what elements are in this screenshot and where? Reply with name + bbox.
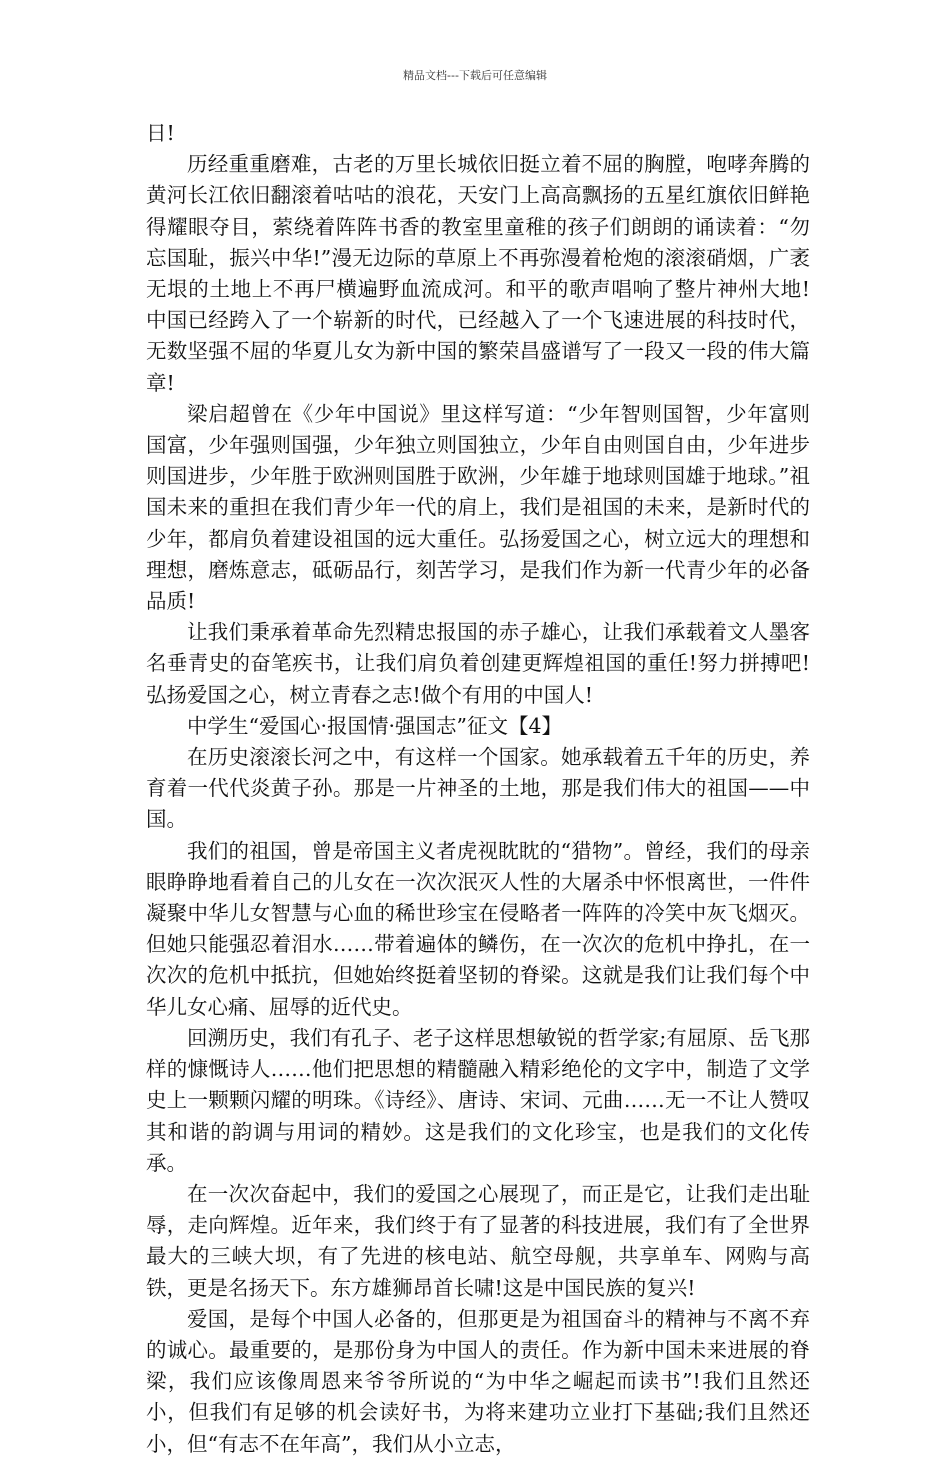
paragraph: 让我们秉承着革命先烈精忠报国的赤子雄心，让我们承载着文人墨客名垂青史的奋笔疾书，让我们肩负着创建更辉煌祖国的重任!努力拼搏吧!弘扬爱国之心，树立青春之志!做个有用的中国人! (146, 620, 810, 707)
document-body (146, 118, 810, 1460)
paragraph: 历经重重磨难，古老的万里长城依旧挺立着不屈的胸膛，咆哮奔腾的黄河长江依旧翻滚着咕咕的浪花，天安门上高高飘扬的五星红旗依旧鲜艳得耀眼夺目，萦绕着阵阵书香的教室里童稚的孩子们朗朗的诵读着：“勿忘国耻，振兴中华!”漫无边际的草原上不再弥漫着枪炮的滚滚硝烟，广袤无垠的土地上不再尸横遍野血流成河。和平的歌声唱响了整片神州大地!中国已经跨入了一个崭新的时代，已经越入了一个飞速进展的科技时代，无数坚强不屈的华夏儿女为新中国的繁荣昌盛谱写了一段又一段的伟大篇章! (146, 152, 810, 395)
section-heading: 中学生“爱国心·报国情·强国志”征文【4】 (187, 713, 563, 738)
paragraph: 回溯历史，我们有孔子、老子这样思想敏锐的哲学家;有屈原、岳飞那样的慷慨诗人……他们把思想的精髓融入精彩绝伦的文字中，制造了文学史上一颗颗闪耀的明珠。《诗经》、唐诗、宋词、元曲……无一不让人赞叹其和谐的韵调与用词的精妙。这是我们的文化珍宝，也是我们的文化传承。 (146, 1025, 810, 1175)
paragraph-continuation: 日! (146, 121, 175, 145)
paragraph: 在一次次奋起中，我们的爱国之心展现了，而正是它，让我们走出耻辱，走向辉煌。近年来，我们终于有了显著的科技进展，我们有了全世界最大的三峡大坝，有了先进的核电站、航空母舰，共享单车、网购与高铁，更是名扬天下。东方雄狮昂首长啸!这是中国民族的复兴! (146, 1181, 810, 1300)
paragraph: 我们的祖国，曾是帝国主义者虎视眈眈的“猎物”。曾经，我们的母亲眼睁睁地看着自己的儿女在一次次泯灭人性的大屠杀中怀恨离世，一件件凝聚中华儿女智慧与心血的稀世珍宝在侵略者一阵阵的冷笑中灰飞烟灭。但她只能强忍着泪水……带着遍体的鳞伤，在一次次的危机中挣扎，在一次次的危机中抵抗，但她始终挺着坚韧的脊梁。这就是我们让我们每个中华儿女心痛、屈辱的近代史。 (146, 838, 810, 1019)
paragraph: 在历史滚滚长河之中，有这样一个国家。她承载着五千年的历史，养育着一代代炎黄子孙。那是一片神圣的土地，那是我们伟大的祖国——中国。 (146, 745, 810, 832)
paragraph: 爱国，是每个中国人必备的，但那更是为祖国奋斗的精神与不离不弃的诚心。最重要的，是那份身为中国人的责任。作为新中国未来进展的脊梁，我们应该像周恩来爷爷所说的“为中华之崛起而读书”!我们且然还小，但我们有足够的机会读好书，为将来建功立业打下基础;我们且然还小，但“有志不在年高”，我们从小立志， (146, 1306, 810, 1456)
page-header: 精品文档---下载后可任意编辑 (403, 69, 547, 82)
paragraph: 梁启超曾在《少年中国说》里这样写道：“少年智则国智，少年富则国富，少年强则国强，少年独立则国独立，少年自由则国自由，少年进步则国进步，少年胜于欧洲则国胜于欧洲，少年雄于地球则国雄于地球。”祖国未来的重担在我们青少年一代的肩上，我们是祖国的未来，是新时代的少年，都肩负着建设祖国的远大重任。弘扬爱国之心，树立远大的理想和理想，磨炼意志，砥砺品行，刻苦学习，是我们作为新一代青少年的必备品质! (146, 401, 810, 614)
